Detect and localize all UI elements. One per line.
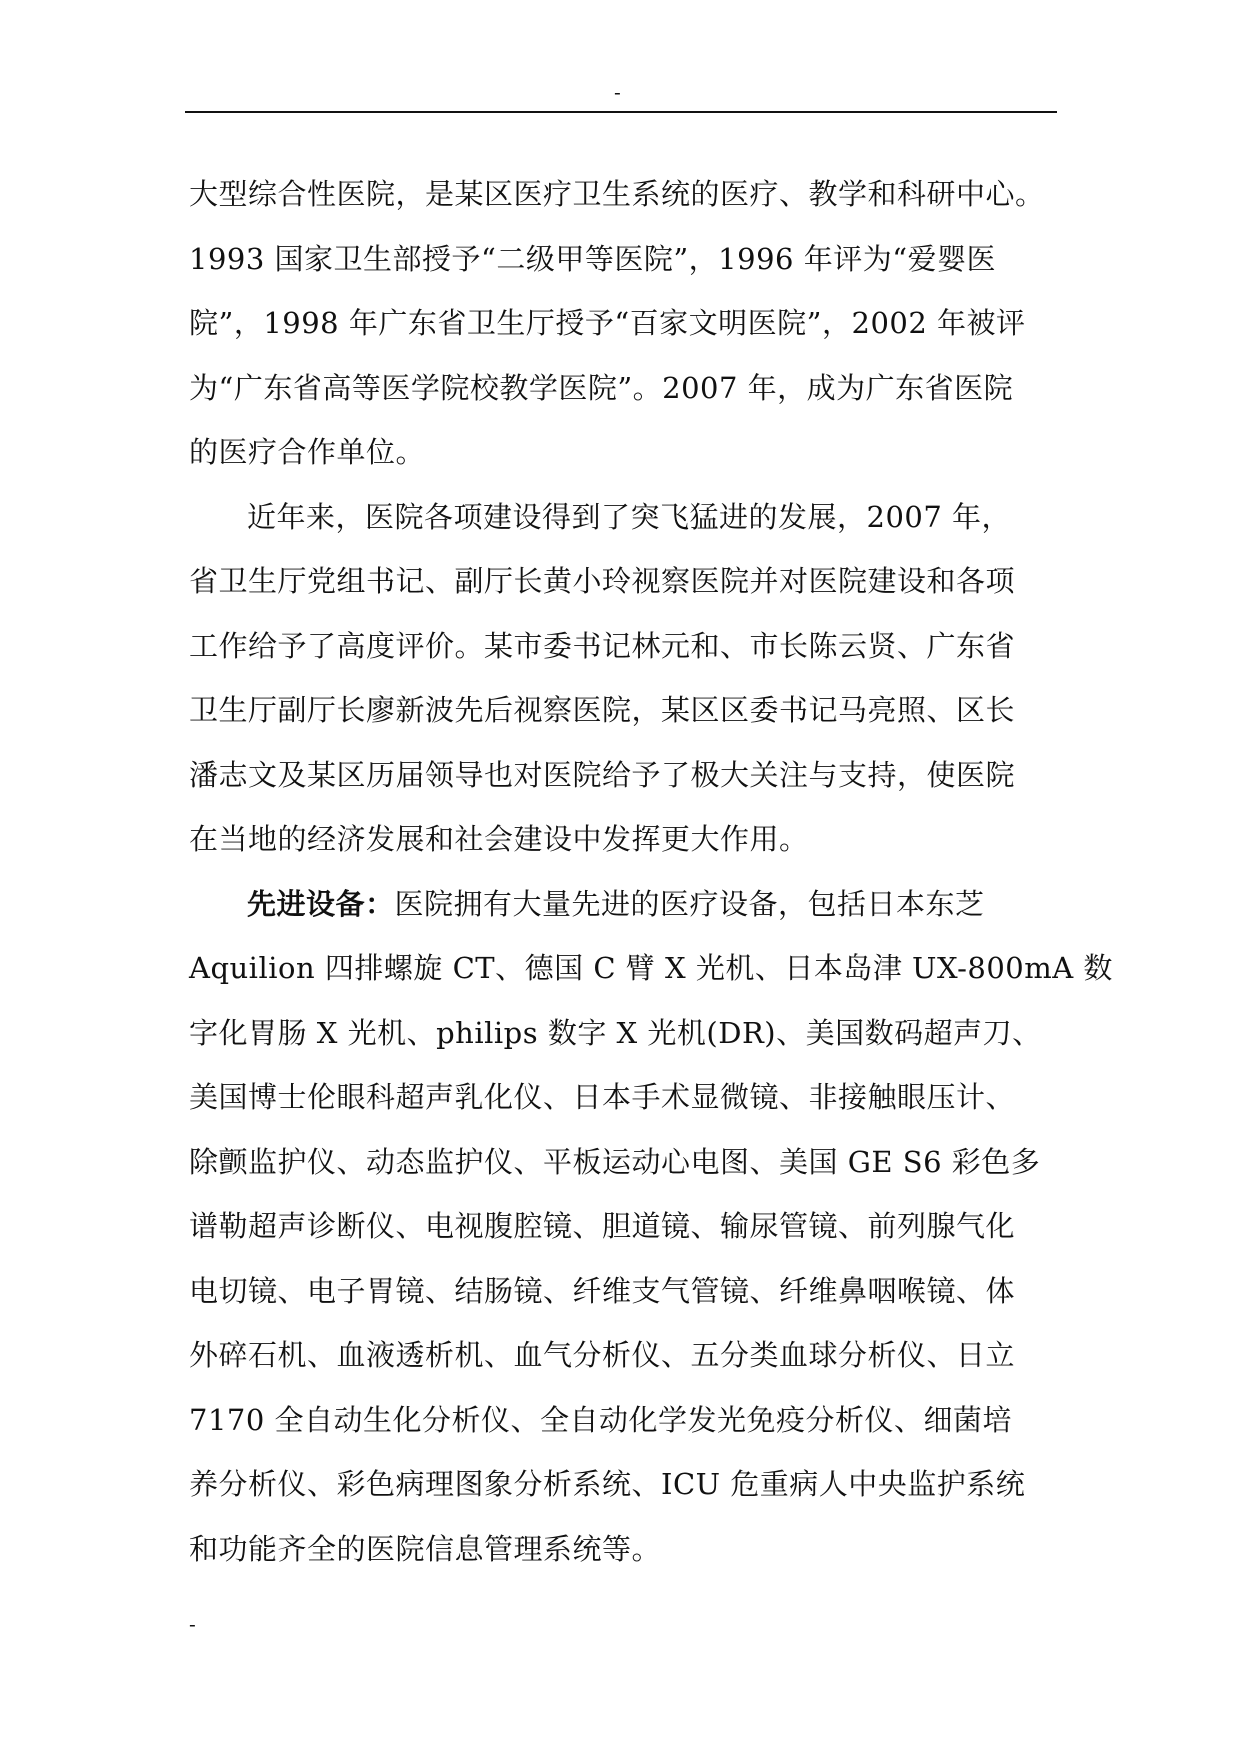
text-line: 除颤监护仪、动态监护仪、平板运动心电图、美国 GE S6 彩色多 — [189, 1144, 1041, 1179]
paragraph-history — [189, 162, 1057, 485]
text-line: 大型综合性医院，是某区医疗卫生系统的医疗、教学和科研中心。 — [189, 177, 1045, 211]
page-header-mark: - — [614, 80, 621, 104]
text-line: 潘志文及某区历届领导也对医院给予了极大关注与支持，使医院 — [189, 757, 1016, 792]
document-body — [189, 162, 1113, 1581]
text-line-content: 近年来，医院各项建设得到了突飞猛进的发展，2007 年， — [247, 499, 1012, 534]
text-line: 7170 全自动生化分析仪、全自动化学发光免疫分析仪、细菌培 — [189, 1402, 1013, 1437]
text-line: Aquilion 四排螺旋 CT、德国 C 臂 X 光机、日本岛津 UX-800mA 数 — [189, 951, 1113, 985]
text-line-content: 医院拥有大量先进的医疗设备，包括日本东芝 — [394, 886, 985, 921]
text-line: 美国博士伦眼科超声乳化仪、日本手术显微镜、非接触眼压计、 — [189, 1080, 1016, 1114]
text-line: 工作给予了高度评价。某市委书记林元和、市长陈云贤、广东省 — [189, 628, 1016, 663]
text-line: 字化胃肠 X 光机、philips 数字 X 光机(DR)、美国数码超声刀、 — [189, 1015, 1042, 1050]
paragraph-development — [189, 485, 1057, 872]
text-line: 卫生厅副厅长廖新波先后视察医院，某区区委书记马亮照、区长 — [189, 693, 1016, 727]
text-line — [189, 485, 1057, 550]
text-line: 电切镜、电子胃镜、结肠镜、纤维支气管镜、纤维鼻咽喉镜、体 — [189, 1273, 1016, 1308]
text-line: 养分析仪、彩色病理图象分析系统、ICU 危重病人中央监护系统 — [189, 1467, 1026, 1501]
text-line: 院”，1998 年广东省卫生厅授予“百家文明医院”，2002 年被评 — [189, 306, 1026, 340]
text-line — [189, 872, 1057, 937]
page-footer-mark: - — [189, 1612, 196, 1636]
text-line: 省卫生厅党组书记、副厅长黄小玲视察医院并对医院建设和各项 — [189, 564, 1016, 598]
text-line: 和功能齐全的医院信息管理系统等。 — [189, 1531, 662, 1566]
header-rule — [185, 111, 1057, 113]
text-line: 谱勒超声诊断仪、电视腹腔镜、胆道镜、输尿管镜、前列腺气化 — [189, 1209, 1016, 1243]
text-line: 为“广东省高等医学院校教学医院”。2007 年，成为广东省医院 — [189, 370, 1014, 405]
paragraph-equipment — [189, 872, 1113, 1582]
text-line: 1993 国家卫生部授予“二级甲等医院”，1996 年评为“爱婴医 — [189, 241, 997, 276]
text-line: 外碎石机、血液透析机、血气分析仪、五分类血球分析仪、日立 — [189, 1338, 1016, 1372]
text-line: 的医疗合作单位。 — [189, 435, 426, 469]
text-line: 在当地的经济发展和社会建设中发挥更大作用。 — [189, 822, 809, 856]
equipment-heading: 先进设备： — [247, 886, 395, 921]
